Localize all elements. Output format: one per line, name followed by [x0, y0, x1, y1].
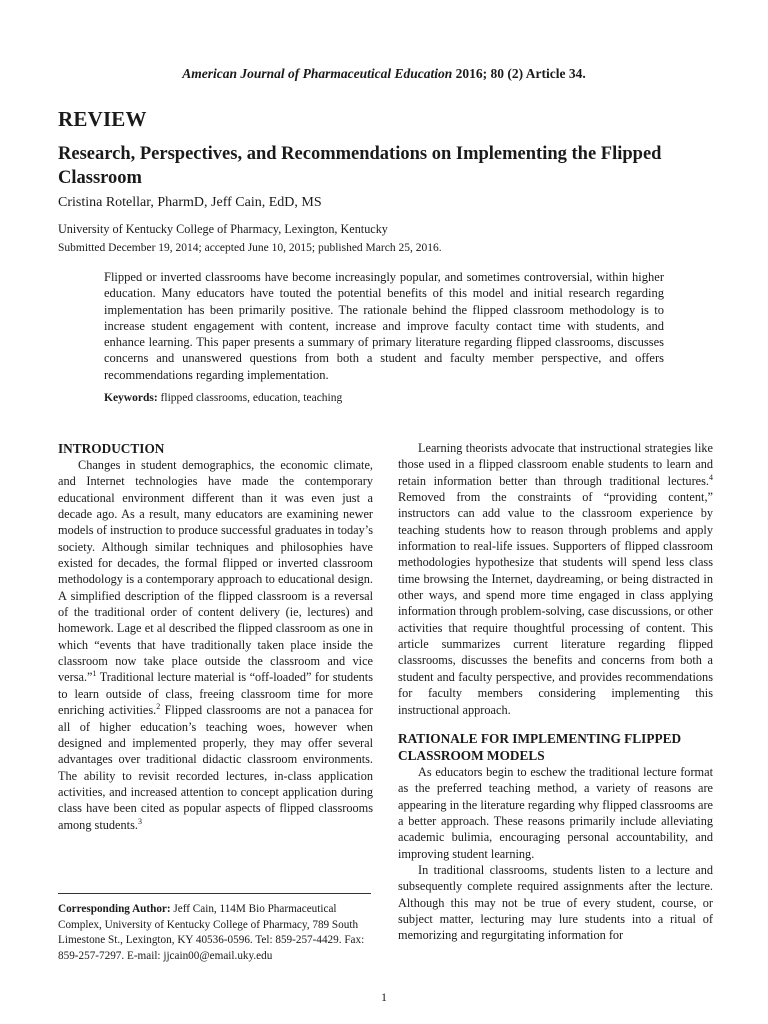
introduction-heading: INTRODUCTION [58, 441, 165, 456]
keywords [104, 392, 342, 404]
ref-3: 3 [137, 816, 142, 826]
rationale-paragraph: As educators begin to eschew the traditional lecture format as the preferred teaching method, a variety of reasons are appearing in the literature regarding why flipped classrooms are a better approach. These reasons primarily include alleviating academic bulimia, encouraging personal accountability, and improving student learning. [398, 764, 713, 861]
abstract: Flipped or inverted classrooms have become increasingly popular, and sometimes controversial, within higher education. Many educators have touted the potential benefits of this model and initial research regarding implementation has been primarily positive. The rationale behind the flipped classroom methodology is to increase student engagement with content, increase and improve faculty contact time with students, and enhance learning. This paper presents a summary of primary literature regarding flipped classrooms, discusses concerns and unanswered questions from both a student and faculty member perspective, and offers recommendations regarding implementation. [104, 270, 664, 382]
ref-1: 1 [92, 669, 97, 679]
authors: Cristina Rotellar, PharmD, Jeff Cain, EdD, MS [58, 195, 322, 210]
page-number: 1 [381, 990, 387, 1004]
theory-paragraph: Learning theorists advocate that instructional strategies like those used in a flipped classroom enable students to learn and retain information better than through traditional lectures.$^4$ Removed from the constraints of “providing content,” instructors can add value to the classroom experience by teaching students how to reason through problems and apply information to real-life issues. Supporters of flipped classroom methodologies hypothesize that students will spend less class time browsing the Internet, daydreaming, or being distracted in other ways, and spend more time engaged in class applying information through problem-solving, case discussions, or other activities that require thoughtful processing of content. This article summarizes current literature regarding flipped classrooms, discusses the benefits and concerns from both a student and faculty perspective, and provides recommendations for faculty members considering implementing this instructional approach. [398, 441, 713, 717]
corresponding-author-label: Corresponding Author: [58, 903, 171, 915]
keywords-label: Keywords: [104, 392, 158, 404]
ref-2: 2 [156, 702, 161, 712]
right-column [398, 440, 713, 944]
journal-name: American Journal of Pharmaceutical Education [182, 66, 453, 81]
keywords-text: flipped classrooms, education, teaching [157, 392, 343, 404]
rationale-heading: RATIONALE FOR IMPLEMENTING FLIPPED CLASSROOM MODELS [398, 730, 682, 763]
journal-citation: 2016; 80 (2) Article 34. [452, 66, 586, 81]
article-title: Research, Perspectives, and Recommendations on Implementing the Flipped Classroom [58, 144, 662, 188]
journal-header [0, 66, 768, 82]
left-column [58, 440, 373, 833]
affiliation: University of Kentucky College of Pharmacy, Lexington, Kentucky [58, 222, 388, 236]
corresponding-author [58, 902, 371, 964]
traditional-classroom-paragraph: In traditional classrooms, students listen to a lecture and subsequently complete required assignments after the lecture. Although this may not be true of every student, course, or subject matter, lecturing may lure students into a ritual of memorizing and regurgitating information for [398, 862, 713, 943]
ref-4: 4 [709, 472, 713, 482]
section-type: REVIEW [58, 107, 147, 131]
footnote-divider [58, 893, 371, 894]
corresponding-author-text: Jeff Cain, 114M Bio Pharmaceutical Complex, University of Kentucky College of Pharmacy, 789 South Limestone St., Lexington, KY 40536-0596. Tel: 859-257-4429. Fax: 859-257-7297. E-mail: jjcain00@email.uky.edu [58, 903, 365, 962]
publication-dates: Submitted December 19, 2014; accepted June 10, 2015; published March 25, 2016. [58, 242, 442, 254]
introduction-paragraph: Changes in student demographics, the economic climate, and Internet technologies have made the contemporary educational environment different than it was even just a decade ago. As a result, many educators are examining newer models of instruction to produce successful graduates in today’s society. Although similar techniques and philosophies have existed for decades, the formal flipped or inverted classroom methodology is a contemporary approach to educational design. A simplified description of the flipped classroom is a reversal of the traditional order of content delivery (ie, lectures) and homework. Lage et al described the flipped classroom as one in which “events that have traditionally taken place inside the classroom now take place outside the classroom and vice versa.”$^1$ Traditional lecture material is “off-loaded” for students to learn outside of class, freeing classroom time for more enriching activities.$^2$ Flipped classrooms are not a panacea for all of higher education’s teaching woes, however when designed and implemented properly, they may offer several advantages over traditional didactic classroom environments. The ability to revisit recorded lectures, in-class application activities, and increased attention to concept application during class have been cited as popular aspects of flipped classrooms among students.$^3$ [58, 458, 373, 832]
